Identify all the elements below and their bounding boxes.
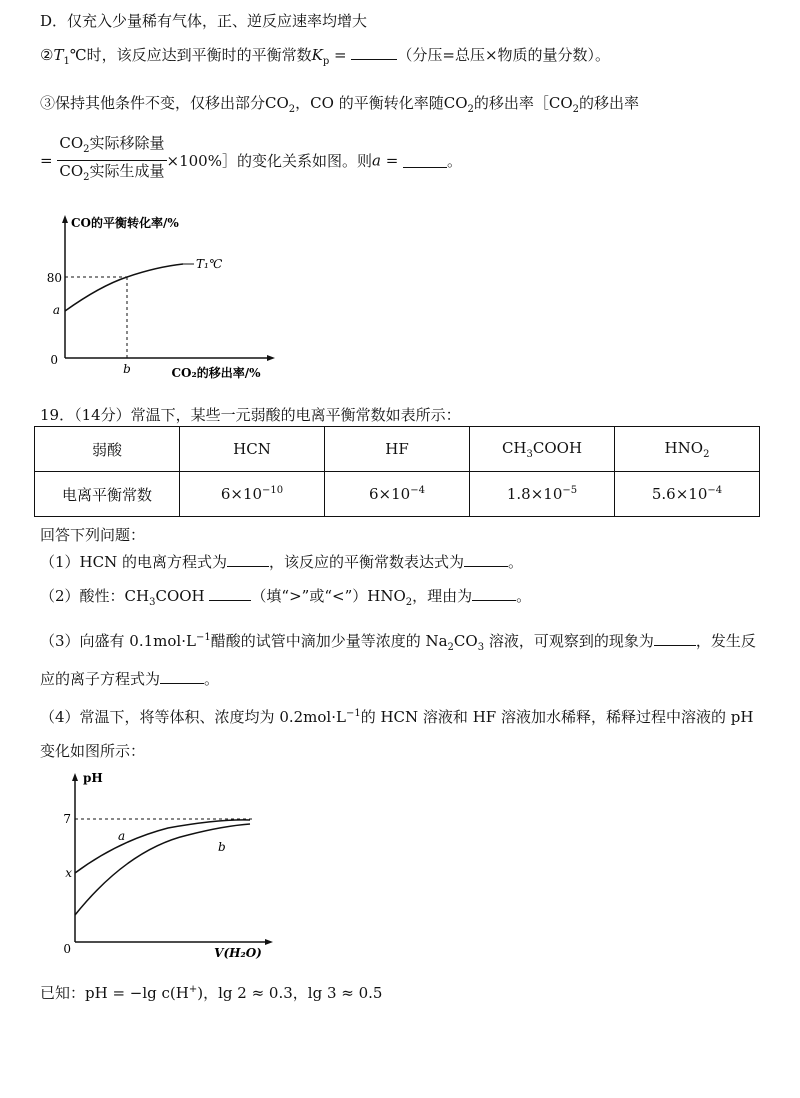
p2-sub: 3 — [149, 597, 156, 608]
p1-text-b: ，该反应的平衡常数表达式为 — [269, 553, 465, 571]
known-values — [40, 982, 382, 1003]
cell-text: 5.6×10 — [651, 485, 708, 503]
known-sup: + — [188, 984, 198, 995]
fraction-denominator — [57, 161, 166, 188]
cell-text: COOH — [532, 438, 583, 457]
co-conversion-graph — [38, 210, 278, 385]
p3-text-d: 溶液，可观察到的现象为 — [484, 632, 654, 650]
q3-sub: 2 — [467, 104, 474, 115]
q3-co2: CO — [548, 94, 573, 112]
p3-text-a: （3）向盛有 0.1mol·L — [40, 632, 196, 650]
graph1-ylabel: CO的平衡转化率/% — [71, 216, 179, 230]
graph1-origin: 0 — [50, 353, 58, 367]
graph2-curve-a-label: a — [118, 829, 126, 843]
table-row — [35, 427, 760, 472]
removal-rate-fraction — [57, 133, 166, 188]
answer-blank[interactable] — [209, 586, 251, 601]
cell-sub: 3 — [526, 448, 533, 460]
answer-blank[interactable] — [160, 669, 204, 684]
p2-text-b: COOH — [155, 587, 205, 605]
den-co2: CO — [59, 162, 84, 180]
graph1-x-mark-b: b — [123, 362, 131, 376]
q3-sub: 2 — [288, 104, 296, 115]
q2-prefix: ② — [40, 46, 54, 64]
answer-blank[interactable] — [403, 153, 447, 168]
equals-sign: = — [40, 151, 53, 170]
q2-eq: = — [329, 46, 352, 64]
p3-text-g: 。 — [204, 670, 220, 688]
q3-text-b: ，CO 的平衡转化率随 — [295, 94, 444, 112]
p3-sub: 3 — [477, 642, 485, 653]
q2-k-symbol: K — [311, 46, 323, 64]
cell-text: 弱酸 — [91, 440, 122, 459]
graph1-axes — [62, 215, 275, 361]
table-cell — [615, 427, 760, 472]
p3-text-c: CO — [453, 632, 478, 650]
q2-temp-symbol: T — [53, 46, 64, 64]
table-cell — [325, 427, 470, 472]
table-cell — [180, 427, 325, 472]
cell-text: 1.8×10 — [506, 485, 563, 503]
q19-part-2 — [40, 585, 531, 608]
q3-text-c: 的移出率［ — [473, 94, 549, 112]
known-text-a: 已知：pH = −lg c(H — [40, 984, 189, 1002]
p2-text-c: （填“>”或“<”）HNO — [251, 587, 406, 605]
q19-part-3 — [40, 630, 756, 653]
p4-text-b: 的 HCN 溶液和 HF 溶液加水稀释，稀释过程中溶液的 pH — [360, 708, 754, 726]
cell-text: 6×10 — [369, 485, 411, 503]
cell-sup: −5 — [562, 485, 578, 496]
p1-text-c: 。 — [508, 553, 524, 571]
var-a: a — [371, 151, 381, 170]
question-3-line — [40, 92, 639, 115]
table-cell — [615, 472, 760, 517]
graph2-ytick-7: 7 — [63, 812, 71, 826]
cell-text: HF — [385, 440, 409, 458]
p2-sub: 2 — [405, 597, 413, 608]
fraction-numerator — [57, 133, 166, 161]
answer-blank[interactable] — [654, 631, 696, 646]
cell-text: 电离平衡常数 — [61, 485, 152, 504]
q3-text-d: 的移出率 — [579, 94, 640, 112]
num-co2: CO — [59, 134, 84, 152]
table-cell — [470, 427, 615, 472]
den-text: 实际生成量 — [89, 162, 165, 180]
q19-header: 19．（14分）常温下，某些一元弱酸的电离平衡常数如表所示： — [40, 406, 461, 424]
p3-sub: 2 — [447, 642, 454, 653]
cell-sub: 2 — [703, 448, 710, 460]
graph1-curve-label: T₁℃ — [196, 257, 223, 271]
q2-temp-sub: 1 — [63, 56, 70, 67]
table-cell — [325, 472, 470, 517]
p4-sup: −1 — [345, 708, 361, 719]
q2-suffix: （分压=总压×物质的量分数）。 — [397, 46, 611, 64]
graph2-curve-b-label: b — [218, 840, 226, 854]
fraction-suffix: ×100%］的变化关系如图。则 — [166, 152, 372, 170]
p3-text-f: 应的离子方程式为 — [40, 670, 161, 688]
q3-text-a: ③保持其他条件不变，仅移出部分 — [40, 94, 266, 112]
q2-k-sub: p — [322, 56, 330, 67]
graph2-ylabel: pH — [83, 771, 103, 785]
q2-text: ℃时，该反应达到平衡时的平衡常数 — [69, 46, 312, 64]
num-text: 实际移除量 — [89, 134, 165, 152]
q19-part-3-cont — [40, 668, 219, 689]
cell-sup: −4 — [707, 485, 723, 496]
q3-sub: 2 — [572, 104, 580, 115]
p3-text-b: 醋酸的试管中滴加少量等浓度的 Na — [210, 632, 448, 650]
cell-sup: −4 — [410, 485, 425, 496]
graph2-curve-b — [75, 824, 250, 915]
q19-part-4 — [40, 706, 753, 727]
p2-text-a: （2）酸性：CH — [40, 587, 150, 605]
cell-text: 6×10 — [220, 485, 263, 503]
graph2-y-mark-x: x — [65, 866, 72, 880]
q3-end: 。 — [447, 152, 463, 170]
p3-text-e: ，发生反 — [695, 632, 756, 650]
p2-text-e: 。 — [516, 587, 532, 605]
p4-text-a: （4）常温下，将等体积、浓度均为 0.2mol·L — [40, 708, 346, 726]
p2-text-d: ，理由为 — [412, 587, 473, 605]
den-sub: 2 — [83, 172, 90, 183]
ionization-constants-table — [34, 426, 760, 517]
table-cell — [35, 427, 180, 472]
table-cell — [35, 472, 180, 517]
p3-sup: −1 — [195, 632, 211, 643]
graph2-origin: 0 — [63, 942, 71, 956]
known-text-b: )，lg 2 ≈ 0.3，lg 3 ≈ 0.5 — [197, 984, 383, 1002]
table-cell — [180, 472, 325, 517]
q19-part-1 — [40, 551, 523, 572]
answer-blank[interactable] — [472, 586, 516, 601]
ph-dilution-graph — [58, 765, 283, 965]
question-2-line — [40, 44, 610, 67]
table-row — [35, 472, 760, 517]
graph2-axes — [72, 773, 273, 945]
graph1-xlabel: CO₂的移出率/% — [171, 366, 261, 380]
table-cell — [470, 472, 615, 517]
graph1-curve — [65, 264, 183, 311]
fraction-line: = $\frac{CO_2实际移除量}{CO_2实际生成量}$ ×100%］的变化关系如图。则a = 。 — [40, 133, 462, 188]
answer-intro: 回答下列问题： — [40, 526, 146, 544]
q3-co2: CO — [265, 94, 289, 112]
p1-text-a: （1）HCN 的电离方程式为 — [40, 553, 227, 571]
num-sub: 2 — [83, 144, 90, 155]
q19-part-4-cont: 变化如图所示： — [40, 742, 146, 760]
q3-co2: CO — [443, 94, 468, 112]
answer-blank[interactable] — [464, 552, 508, 567]
cell-text: HCN — [233, 440, 271, 458]
option-d: D．仅充入少量稀有气体，正、逆反应速率均增大 — [40, 12, 368, 30]
cell-sup: −10 — [262, 485, 284, 496]
graph2-xlabel: V(H₂O) — [214, 946, 262, 960]
answer-blank[interactable] — [351, 45, 397, 60]
cell-text: CH — [501, 438, 527, 457]
graph1-y-mark-a: a — [52, 303, 60, 317]
cell-text: HNO — [664, 438, 704, 457]
answer-blank[interactable] — [227, 552, 269, 567]
graph1-ytick-80: 80 — [46, 271, 62, 285]
